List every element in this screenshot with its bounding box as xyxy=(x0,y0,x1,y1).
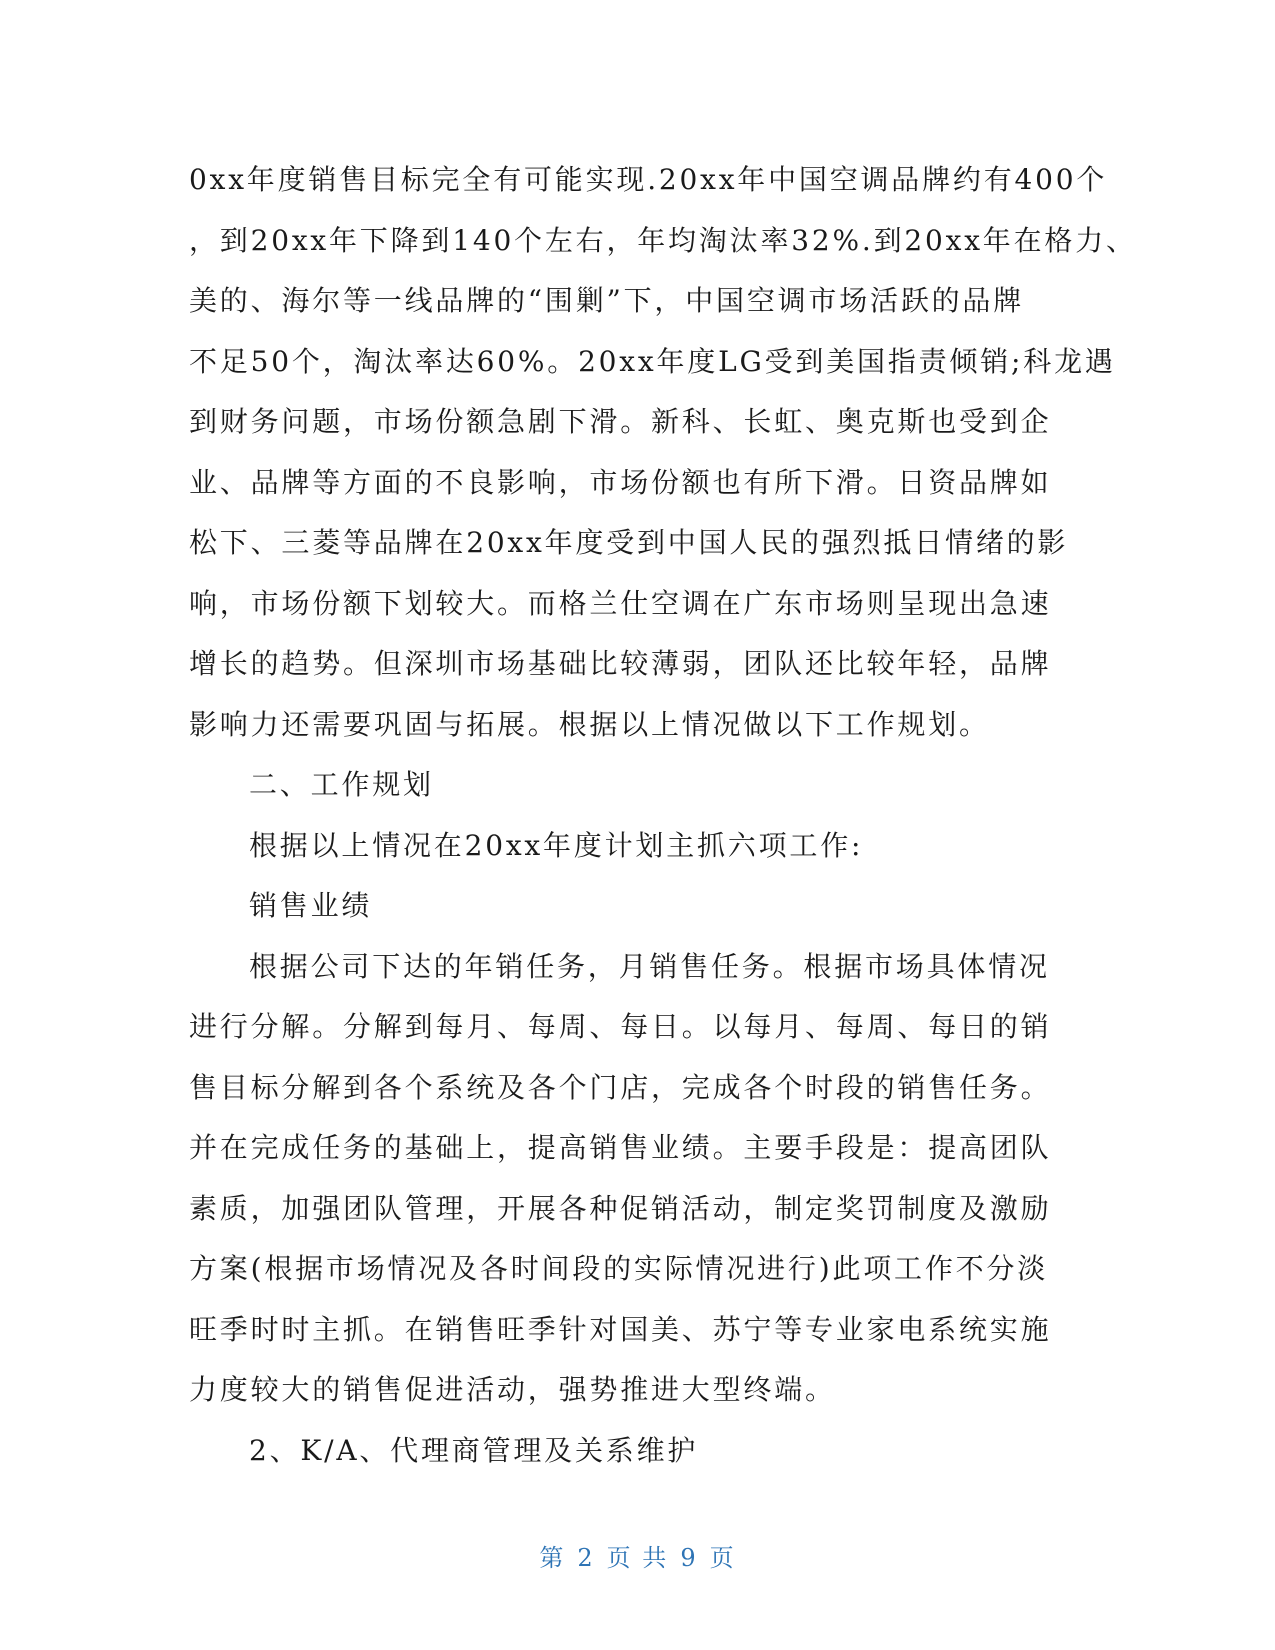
paragraph-1-line-8: 响，市场份额下划较大。而格兰仕空调在广东市场则呈现出急速 xyxy=(189,586,1052,620)
paragraph-1-line-4: 不足50个，淘汰率达60%。20xx年度LG受到美国指责倾销;科龙遇 xyxy=(189,344,1116,378)
paragraph-2-line-5: 素质，加强团队管理，开展各种促销活动，制定奖罚制度及激励 xyxy=(189,1191,1052,1225)
paragraph-2-line-1: 根据公司下达的年销任务，月销售任务。根据市场具体情况 xyxy=(249,949,1050,983)
paragraph-1-line-7: 松下、三菱等品牌在20xx年度受到中国人民的强烈抵日情绪的影 xyxy=(189,526,1069,559)
page-footer xyxy=(0,1538,1275,1573)
paragraph-2-line-8: 力度较大的销售促进活动，强势推进大型终端。 xyxy=(189,1373,836,1406)
paragraph-2-line-3: 售目标分解到各个系统及各个门店，完成各个时段的销售任务。 xyxy=(189,1070,1052,1104)
footer-total-pages: 9 xyxy=(680,1544,698,1572)
footer-current-page: 2 xyxy=(577,1544,595,1572)
paragraph-1-line-10: 影响力还需要巩固与拓展。根据以上情况做以下工作规划。 xyxy=(189,707,990,741)
paragraph-1-line-2: ，到20xx年下降到140个左右，年均淘汰率32%.到20xx年在格力、 xyxy=(189,223,1137,257)
paragraph-1-line-1: 0xx年度销售目标完全有可能实现.20xx年中国空调品牌约有400个 xyxy=(189,163,1108,196)
document-body xyxy=(189,150,1137,1481)
footer-middle: 页 共 xyxy=(606,1544,669,1572)
item-2-heading: 2、K/A、代理商管理及关系维护 xyxy=(249,1433,699,1467)
paragraph-1-line-9: 增长的趋势。但深圳市场基础比较薄弱，团队还比较年轻，品牌 xyxy=(189,647,1052,680)
paragraph-2-line-6: 方案(根据市场情况及各时间段的实际情况进行)此项工作不分淡 xyxy=(189,1252,1049,1285)
plan-intro: 根据以上情况在20xx年度计划主抓六项工作: xyxy=(249,828,864,862)
paragraph-2-line-4: 并在完成任务的基础上，提高销售业绩。主要手段是：提高团队 xyxy=(189,1131,1052,1164)
paragraph-1-line-3: 美的、海尔等一线品牌的“围剿”下，中国空调市场活跃的品牌 xyxy=(189,284,1025,317)
paragraph-2-line-7: 旺季时时主抓。在销售旺季针对国美、苏宁等专业家电系统实施 xyxy=(189,1312,1052,1346)
paragraph-1-line-5: 到财务问题，市场份额急剧下滑。新科、长虹、奥克斯也受到企 xyxy=(189,405,1052,438)
section-heading: 二、工作规划 xyxy=(249,768,434,801)
footer-prefix: 第 xyxy=(539,1544,566,1572)
paragraph-1-line-6: 业、品牌等方面的不良影响，市场份额也有所下滑。日资品牌如 xyxy=(189,465,1052,499)
footer-suffix: 页 xyxy=(709,1544,736,1572)
paragraph-2-line-2: 进行分解。分解到每月、每周、每日。以每月、每周、每日的销 xyxy=(189,1010,1052,1043)
subheading-sales: 销售业绩 xyxy=(249,889,373,922)
